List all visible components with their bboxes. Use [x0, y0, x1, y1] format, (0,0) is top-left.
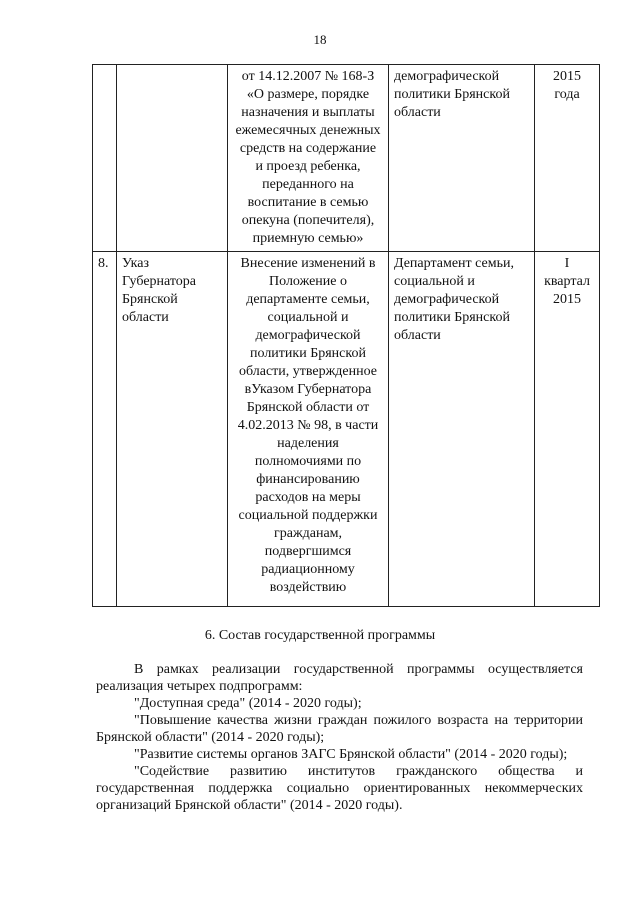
section-heading: 6. Состав государственной программы: [204, 628, 436, 643]
subprogram-item: "Доступная среда" (2014 - 2020 годы);: [134, 696, 362, 711]
table-row: [93, 252, 600, 607]
term-cell: I квартал 2015: [535, 252, 600, 607]
document-type-cell: [117, 65, 228, 252]
subprogram-item: "Развитие системы органов ЗАГС Брянской области" (2014 - 2020 годы);: [134, 747, 568, 762]
content-cell: от 14.12.2007 № 168-З «О размере, порядке назначения и выплаты ежемесячных денежных средств на содержание и проезд ребенка, переданного на воспитание в семью опекуна (попечителя), приемную семью»: [228, 65, 389, 252]
document-type-cell: Указ Губернатора Брянской области: [117, 252, 228, 607]
table-row: [93, 65, 600, 252]
section-body: [96, 661, 583, 814]
executor-cell: демографической политики Брянской области: [389, 65, 535, 252]
paragraph: В рамках реализации государственной программы осуществляется реализация четырех подпрограмм:: [96, 662, 583, 694]
row-number-cell: [93, 65, 117, 252]
subprogram-item: "Содействие развитию институтов гражданского общества и государственная поддержка социально ориентированных некоммерческих организаций Брянской области" (2014 - 2020 годы).: [96, 764, 583, 813]
subprogram-item: "Повышение качества жизни граждан пожилого возраста на территории Брянской области" (2014 - 2020 годы);: [96, 713, 583, 745]
executor-cell: Департамент семьи, социальной и демографической политики Брянской области: [389, 252, 535, 607]
measures-table: [92, 64, 600, 607]
content-cell: Внесение изменений в Положение о департаменте семьи, социальной и демографической политики Брянской области, утвержденное вУказом Губернатора Брянской области от 4.02.2013 № 98, в части наделения полномочиями по финансированию расходов на меры социальной поддержки гражданам, подвергшимся радиационному воздействию: [228, 252, 389, 607]
page-number: 18: [313, 32, 327, 47]
row-number-cell: 8.: [93, 252, 117, 607]
term-cell: 2015 года: [535, 65, 600, 252]
